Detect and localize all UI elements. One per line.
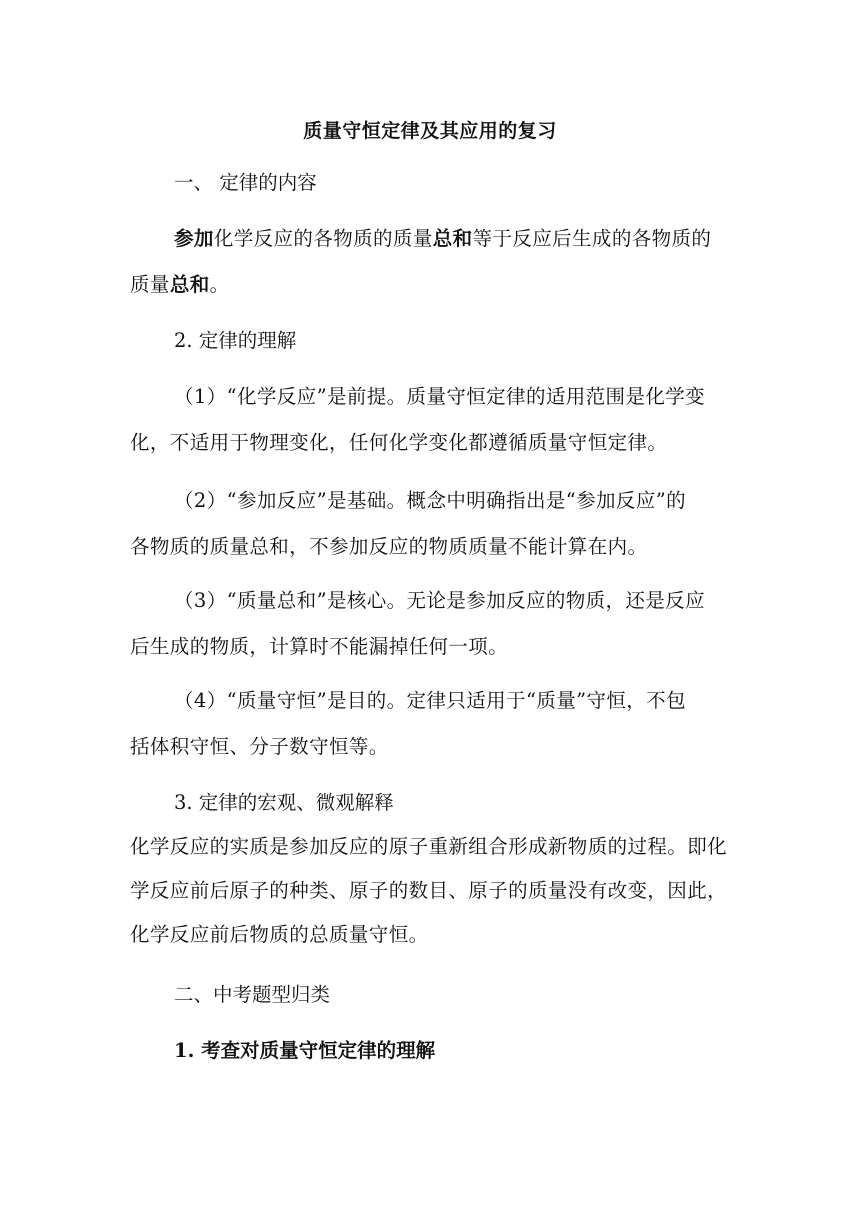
point-2 (130, 488, 732, 560)
law-text-4: 。 (209, 273, 230, 296)
law-bold-participate: 参加 (174, 227, 214, 250)
understanding-heading: 2. 定律的理解 (174, 329, 297, 352)
point-4 (130, 688, 732, 760)
law-bold-sum-2: 总和 (169, 273, 210, 296)
point-2-line-2: 各物质的质量总和，不参加反应的物质质量不能计算在内。 (130, 535, 648, 558)
law-bold-sum: 总和 (432, 227, 473, 250)
point-4-line-2: 括体积守恒、分子数守恒等。 (130, 735, 389, 758)
point-1-line-1: （1）“化学反应”是前提。质量守恒定律的适用范围是化学变 (174, 385, 706, 408)
section2-heading: 二、中考题型归类 (174, 983, 331, 1006)
subsection1-heading: 1. 考查对质量守恒定律的理解 (174, 1039, 436, 1062)
explanation-line-1: 化学反应的实质是参加反应的原子重新组合形成新物质的过程。即化 (130, 835, 728, 858)
law-text-3: 质量 (130, 273, 170, 296)
law-text-1: 化学反应的各物质的质量 (213, 227, 433, 250)
point-2-line-1: （2）“参加反应”是基础。概念中明确指出是“参加反应”的 (174, 489, 686, 512)
explanation-heading: 3. 定律的宏观、微观解释 (174, 791, 394, 814)
law-text-2: 等于反应后生成的各物质的 (472, 227, 712, 250)
point-3 (130, 588, 732, 660)
section1-heading: 一、 定律的内容 (174, 171, 317, 194)
law-line-1 (130, 226, 732, 252)
explanation-line-3: 化学反应前后物质的总质量守恒。 (130, 923, 429, 946)
page-title: 质量守恒定律及其应用的复习 (303, 120, 557, 142)
point-1 (130, 384, 732, 456)
point-4-line-1: （4）“质量守恒”是目的。定律只适用于“质量”守恒，不包 (174, 689, 686, 712)
point-3-line-1: （3）“质量总和”是核心。无论是参加反应的物质，还是反应 (174, 589, 706, 612)
law-paragraph (130, 226, 732, 298)
point-3-line-2: 后生成的物质，计算时不能漏掉任何一项。 (130, 635, 509, 658)
point-1-line-2: 化，不适用于物理变化，任何化学变化都遵循质量守恒定律。 (130, 431, 668, 454)
explanation-paragraph (130, 834, 732, 948)
law-line-2 (130, 272, 732, 298)
explanation-line-2: 学反应前后原子的种类、原子的数目、原子的质量没有改变，因此， (130, 879, 728, 902)
